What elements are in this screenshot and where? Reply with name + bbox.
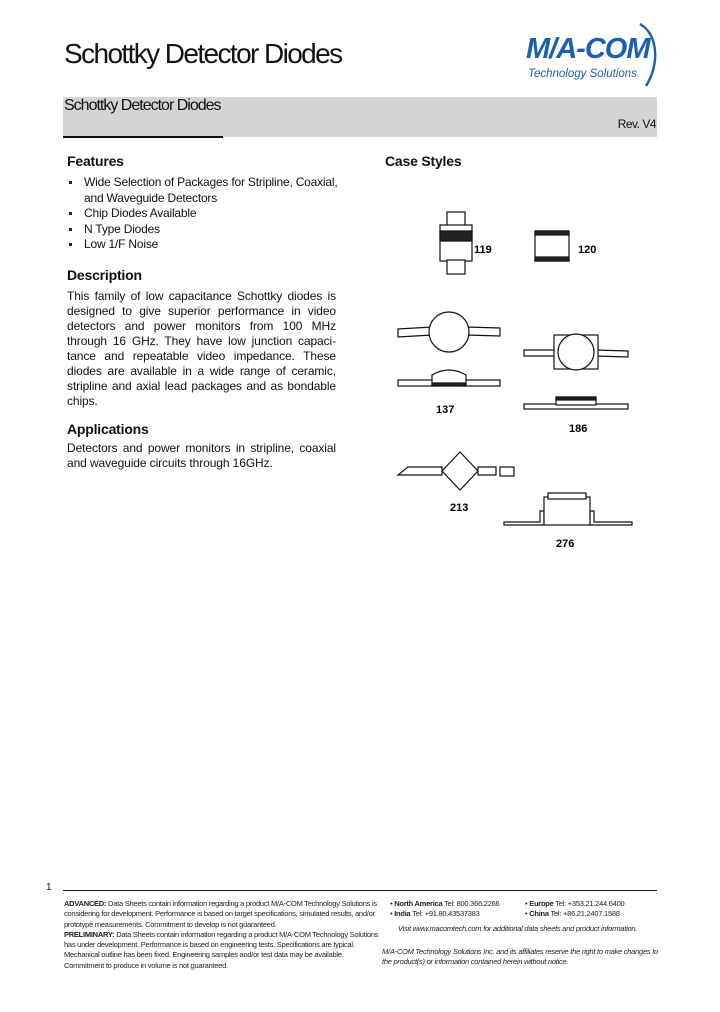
features-list (66, 175, 356, 253)
footer-disclaimer (64, 899, 384, 971)
case-137-drawing (398, 312, 500, 386)
page-title: Schottky Detector Diodes (64, 38, 342, 69)
contact-region: India (394, 909, 411, 919)
case-label-120: 120 (578, 244, 597, 256)
case-label-213: 213 (450, 502, 469, 514)
footer-divider (63, 890, 657, 891)
contact-phone: Tel: +91.80.43537383 (412, 909, 480, 919)
contact-region: China (529, 909, 549, 919)
revision-label: Rev. V4 (617, 117, 656, 131)
contact-phone: Tel: +86.21.2407.1588 (550, 909, 620, 919)
case-styles-drawing (384, 195, 644, 565)
contact-phone: Tel: 800.366.2266 (444, 899, 500, 908)
advanced-label: ADVANCED: (64, 899, 107, 908)
advanced-text: Data Sheets contain information regarding a product M/A-COM Technology Solutions is considering for development. Performance is based on target specifications, simulated results, and/or prototype measurements. Commitment to develop is not guaranteed. (64, 899, 377, 929)
case-label-186: 186 (569, 423, 588, 435)
footer-rights: M/A-COM Technology Solutions Inc. and its affiliates reserve the right to make changes to the product(s) or information contained herein without notice. (382, 947, 658, 967)
contact-region: Europe (529, 899, 554, 908)
case-276-drawing (504, 493, 632, 525)
case-213-drawing (398, 452, 514, 490)
macom-logo (522, 20, 662, 92)
case-label-137: 137 (436, 404, 455, 416)
description-heading: Description (67, 267, 142, 283)
feature-item: N Type Diodes (66, 222, 356, 238)
description-text: This family of low capacitance Schottky diodes is designed to give superior performance in video detectors and power monitors from 100 MHz through 16 GHz. They have low junction capaci-tance and repeatable video impedance. These diodes are available in a wide range of ceramic, stripline and axial lead packages and as bondable chips. (67, 289, 336, 408)
logo-tagline: Technology Solutions (528, 68, 637, 80)
case-186-drawing (524, 334, 628, 409)
case-styles-heading: Case Styles (385, 153, 462, 169)
preliminary-text: Data Sheets contain information regarding a product M/A-COM Technology Solutions has under development. Performance is based on engineering tests. Specifications are typical. Mechanical outline has been fixed. Engineering samples and/or test data may be available. Commitment to produce in volume is not guaranteed. (64, 929, 379, 970)
banner-title: Schottky Detector Diodes (64, 97, 221, 114)
feature-item: Chip Diodes Available (66, 206, 356, 222)
case-119-drawing (440, 212, 472, 274)
applications-text: Detectors and power monitors in stripline, coaxial and waveguide circuits through 16GHz. (67, 441, 336, 470)
applications-heading: Applications (67, 421, 149, 437)
footer-contacts: • North America Tel: 800.366.2266 • Europe Tel: +353.21.244.6400 • India Tel: +91.80.43537383 • China Tel: +86.21.2407.1588 (390, 899, 625, 919)
contact-region: North America (394, 899, 443, 908)
logo-name: M/A-COM (526, 33, 650, 65)
case-120-drawing (535, 231, 569, 261)
footer-visit-link[interactable]: Visit www.macomtech.com for additional data sheets and product information. (398, 924, 638, 933)
feature-item: Wide Selection of Packages for Stripline, Coaxial, and Waveguide Detectors (66, 175, 356, 206)
contact-phone: Tel: +353.21.244.6400 (555, 899, 625, 908)
case-label-276: 276 (556, 538, 575, 550)
features-heading: Features (67, 153, 124, 169)
page-number: 1 (46, 882, 52, 893)
case-label-119: 119 (474, 244, 492, 256)
feature-item: Low 1/F Noise (66, 237, 356, 253)
banner-underline (63, 136, 223, 138)
preliminary-label: PRELIMINARY: (64, 929, 115, 939)
